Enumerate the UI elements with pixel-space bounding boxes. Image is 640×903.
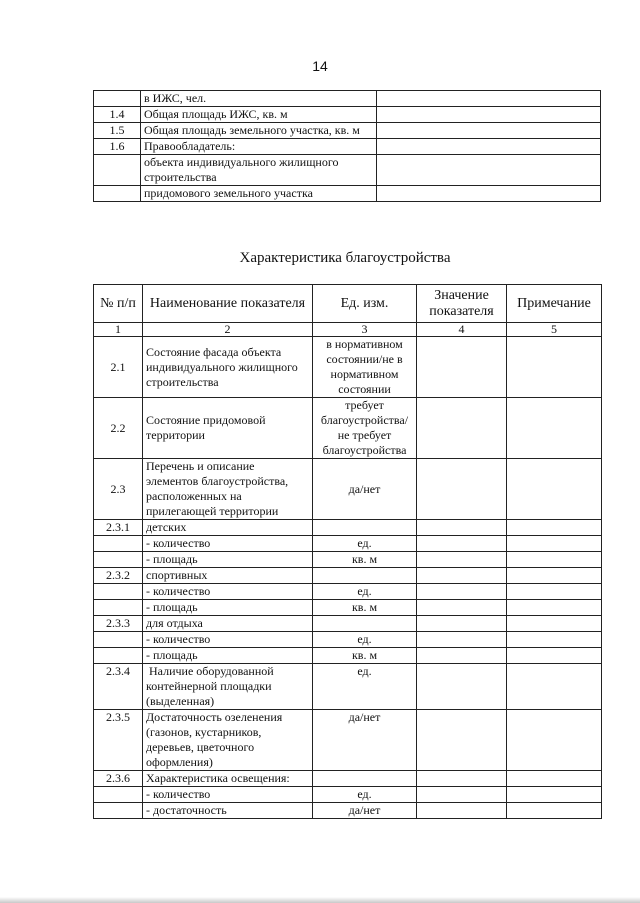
note-cell — [507, 398, 602, 459]
table-row — [94, 337, 602, 398]
note-cell — [507, 536, 602, 552]
value-cell — [417, 552, 507, 568]
value-cell — [417, 771, 507, 787]
table-row — [94, 552, 602, 568]
table-row — [94, 91, 601, 107]
row-number: 2.3.5 — [94, 710, 143, 771]
row-number: 1.6 — [94, 139, 141, 155]
row-label: Наличие оборудованной контейнерной площадки (выделенная) — [143, 664, 313, 710]
unit-cell: в нормативном состоянии/не в нормативном состоянии — [313, 337, 417, 398]
note-cell — [507, 568, 602, 584]
column-number: 5 — [507, 323, 602, 337]
note-cell — [507, 803, 602, 819]
unit-cell: ед. — [313, 787, 417, 803]
unit-cell — [313, 616, 417, 632]
value-cell — [417, 568, 507, 584]
header-value: Значение показателя — [417, 285, 507, 323]
value-cell — [417, 787, 507, 803]
unit-cell: да/нет — [313, 459, 417, 520]
note-cell — [507, 710, 602, 771]
row-label: Достаточность озеленения (газонов, кустарников, деревьев, цветочного оформления) — [143, 710, 313, 771]
row-label: Перечень и описание элементов благоустройства, расположенных на прилегающей территории — [143, 459, 313, 520]
row-label: - достаточность — [143, 803, 313, 819]
value-cell — [377, 91, 601, 107]
table-row — [94, 186, 601, 202]
row-number — [94, 787, 143, 803]
row-label: Состояние придомовой территории — [143, 398, 313, 459]
row-number — [94, 186, 141, 202]
row-number — [94, 552, 143, 568]
row-number: 2.3.4 — [94, 664, 143, 710]
table-row — [94, 787, 602, 803]
value-cell — [417, 664, 507, 710]
table-row — [94, 600, 602, 616]
note-cell — [507, 787, 602, 803]
section-title: Характеристика благоустройства — [239, 250, 451, 266]
value-cell — [377, 107, 601, 123]
row-number — [94, 536, 143, 552]
value-cell — [417, 398, 507, 459]
table-row — [94, 123, 601, 139]
unit-cell: ед. — [313, 584, 417, 600]
value-cell — [417, 337, 507, 398]
unit-cell — [313, 568, 417, 584]
row-label: Состояние фасада объекта индивидуального жилищного строительства — [143, 337, 313, 398]
unit-cell: да/нет — [313, 803, 417, 819]
row-number: 1.5 — [94, 123, 141, 139]
row-label: Общая площадь земельного участка, кв. м — [141, 123, 377, 139]
row-label: - площадь — [143, 552, 313, 568]
unit-cell: ед. — [313, 536, 417, 552]
row-label: Характеристика освещения: — [143, 771, 313, 787]
value-cell — [417, 632, 507, 648]
value-cell — [417, 536, 507, 552]
table-row — [94, 616, 602, 632]
column-number: 1 — [94, 323, 143, 337]
note-cell — [507, 520, 602, 536]
scan-edge — [0, 897, 640, 903]
unit-cell: требует благоустройства/ не требует благоустройства — [313, 398, 417, 459]
unit-cell: кв. м — [313, 600, 417, 616]
unit-cell: кв. м — [313, 648, 417, 664]
header-num: № п/п — [94, 285, 143, 323]
row-label: для отдыха — [143, 616, 313, 632]
row-label: - количество — [143, 787, 313, 803]
row-number: 2.3.2 — [94, 568, 143, 584]
row-number — [94, 648, 143, 664]
value-cell — [417, 520, 507, 536]
column-number: 3 — [313, 323, 417, 337]
row-number: 2.3 — [94, 459, 143, 520]
table-row — [94, 398, 602, 459]
row-number: 2.3.1 — [94, 520, 143, 536]
unit-cell — [313, 771, 417, 787]
column-number: 2 — [143, 323, 313, 337]
note-cell — [507, 664, 602, 710]
value-cell — [417, 584, 507, 600]
unit-cell: ед. — [313, 632, 417, 648]
table-row — [94, 459, 602, 520]
value-cell — [417, 600, 507, 616]
table-row — [94, 803, 602, 819]
unit-cell: кв. м — [313, 552, 417, 568]
row-label: - количество — [143, 536, 313, 552]
table-row — [94, 648, 602, 664]
row-label: - количество — [143, 632, 313, 648]
header-name: Наименование показателя — [143, 285, 313, 323]
value-cell — [377, 139, 601, 155]
row-label: - площадь — [143, 648, 313, 664]
value-cell — [377, 155, 601, 186]
row-number — [94, 155, 141, 186]
unit-cell — [313, 520, 417, 536]
table-row — [94, 520, 602, 536]
header-unit: Ед. изм. — [313, 285, 417, 323]
row-number: 2.3.3 — [94, 616, 143, 632]
property-table — [93, 90, 601, 202]
table-row — [94, 568, 602, 584]
row-number — [94, 632, 143, 648]
table-row — [94, 710, 602, 771]
row-label: - количество — [143, 584, 313, 600]
note-cell — [507, 337, 602, 398]
note-cell — [507, 552, 602, 568]
row-number — [94, 91, 141, 107]
row-number — [94, 803, 143, 819]
note-cell — [507, 632, 602, 648]
value-cell — [417, 710, 507, 771]
value-cell — [417, 648, 507, 664]
row-number — [94, 600, 143, 616]
column-number: 4 — [417, 323, 507, 337]
table-row — [94, 107, 601, 123]
note-cell — [507, 600, 602, 616]
table-row — [94, 584, 602, 600]
row-number: 1.4 — [94, 107, 141, 123]
table-row — [94, 155, 601, 186]
note-cell — [507, 584, 602, 600]
table-row — [94, 771, 602, 787]
value-cell — [417, 616, 507, 632]
row-label: спортивных — [143, 568, 313, 584]
row-label: в ИЖС, чел. — [141, 91, 377, 107]
note-cell — [507, 771, 602, 787]
value-cell — [377, 123, 601, 139]
table-row — [94, 536, 602, 552]
column-number-row — [94, 323, 602, 337]
row-number: 2.3.6 — [94, 771, 143, 787]
header-note: Примечание — [507, 285, 602, 323]
value-cell — [377, 186, 601, 202]
row-label: объекта индивидуального жилищного строительства — [141, 155, 377, 186]
table-row — [94, 139, 601, 155]
table-row — [94, 664, 602, 710]
unit-cell: да/нет — [313, 710, 417, 771]
value-cell — [417, 803, 507, 819]
table-row — [94, 632, 602, 648]
note-cell — [507, 459, 602, 520]
row-number — [94, 584, 143, 600]
row-label: придомового земельного участка — [141, 186, 377, 202]
header-row — [94, 285, 602, 323]
value-cell — [417, 459, 507, 520]
page-number: 14 — [312, 58, 328, 74]
row-label: - площадь — [143, 600, 313, 616]
note-cell — [507, 616, 602, 632]
row-number: 2.1 — [94, 337, 143, 398]
row-number: 2.2 — [94, 398, 143, 459]
row-label: детских — [143, 520, 313, 536]
note-cell — [507, 648, 602, 664]
row-label: Правообладатель: — [141, 139, 377, 155]
improvement-table — [93, 284, 602, 819]
unit-cell: ед. — [313, 664, 417, 710]
row-label: Общая площадь ИЖС, кв. м — [141, 107, 377, 123]
